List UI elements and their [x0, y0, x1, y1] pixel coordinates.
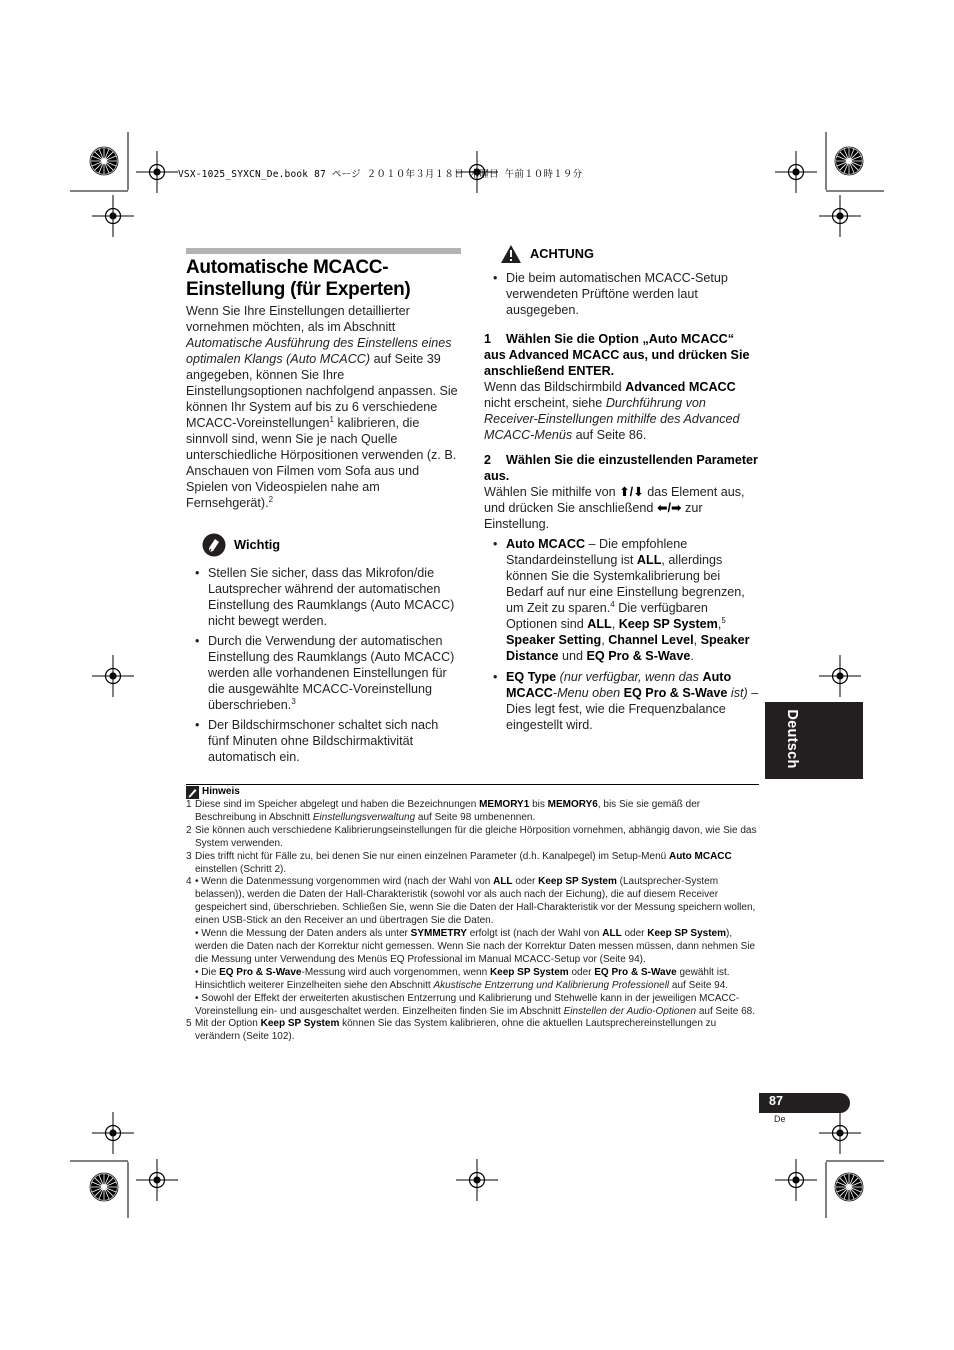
language-tab-label: Deutsch: [784, 709, 800, 769]
footnote-4: 4 • Wenn die Datenmessung vorgenommen wird (nach der Wahl von ALL oder Keep SP System (Lautsprecher-System belassen)), werden die Daten der Hall-Charakteristik (sowohl vor als auch nach der Eichung), die auf diesem Receiver gespeichert sind, überschrieben. Schließen Sie, wenn Sie die Daten der Hall-Charakteristik vor der Messung speichern wollen, einen USB-Stick an den Receiver an und übertragen Sie die Daten. • Wenn die Messung der Daten anders als unter SYMMETRY erfolgt ist (nach der Wahl von ALL oder Keep SP System), werden die Daten nach der Korrektur nicht gemessen. Wenn Sie nach der Korrektur Daten messen müssen, dann nehmen Sie die Messung unter Verwendung des Menüs EQ Professional im Manual MCACC-Setup vor (Seite 94). • Die EQ Pro & S-Wave-Messung wird auch vorgenommen, wenn Keep SP System oder EQ Pro & S-Wave gewählt ist. Hinsichtlich weiterer Einzelheiten siehe den Abschnitt Akustische Entzerrung und Kalibrierung Professionell auf Seite 94. • Sowohl der Effekt der erweiterten akustischen Entzerrung und Kalibrierung und Stehwelle kann in der jeweiligen MCACC-Voreinstellung ein- und ausgeschaltet werden. Einzelheiten finden Sie im Abschnitt Einstellen der Audio-Optionen auf Seite 68.: [186, 876, 758, 1018]
up-down-arrows-icon: ⬆/⬇: [619, 485, 644, 499]
hinweis-heading: Hinweis: [186, 786, 758, 799]
print-header: VSX-1025_SYXCN_De.book 87 ページ ２０１０年３月１８日 木曜日 午前１０時１９分: [178, 169, 583, 180]
footnote-1: 1 Diese sind im Speicher abgelegt und haben die Bezeichnungen MEMORY1 bis MEMORY6, bis Sie sie gemäß der Beschreibung in Abschnitt Einstellungsverwaltung auf Seite 98 umbenennen.: [186, 799, 701, 823]
list-item: • EQ Type (nur verfügbar, wenn das Auto MCACC-Menu oben EQ Pro & S-Wave ist) – Dies legt fest, wie die Frequenzbalance eingestellt wird.: [484, 669, 759, 733]
achtung-list: [484, 270, 759, 318]
section-title-line2: Einstellung (für Experten): [186, 279, 411, 300]
footnote-4a: • Wenn die Datenmessung vorgenommen wird (nach der Wahl von ALL oder Keep SP System (Lautsprecher-System belassen)), werden die Daten der Hall-Charakteristik (sowohl vor als auch nach der Eichung), die auf diesem Receiver gespeichert sind, überschrieben. Schließen Sie, wenn Sie die Daten der Hall-Charakteristik vor der Messung speichern wollen, einen USB-Stick an den Receiver an und übertragen Sie die Daten.: [195, 876, 756, 927]
left-column: [186, 303, 461, 769]
footnote-5: 5 Mit der Option Keep SP System können Sie das System kalibrieren, ohne die aktuellen Lautsprechereinstellungen zu verändern (Seite 102).: [186, 1018, 717, 1043]
section-title-line1: Automatische MCACC-: [186, 257, 389, 278]
list-item: • Auto MCACC – Die empfohlene Standardeinstellung ist ALL, allerdings können Sie die Systemkalibrierung bei Bedarf auf nur eine Einstellung begrenzen, um Zeit zu sparen.$^4$ Die verfügbaren Optionen sind ALL, Keep SP System,$^5$ Speaker Setting, Channel Level, Speaker Distance und EQ Pro & S-Wave.: [484, 536, 759, 664]
hinweis-pencil-icon: [186, 786, 199, 799]
wichtig-list: [186, 565, 461, 765]
step2-heading: 2 Wählen Sie die einzustellenden Parameter aus.: [484, 453, 758, 483]
wichtig-pen-icon: [202, 533, 226, 557]
step1-heading: 1 Wählen Sie die Option „Auto MCACC“ aus Advanced MCACC aus, und drücken Sie anschließend ENTER.: [484, 332, 750, 378]
section-title: [186, 257, 476, 301]
footnote-4b: • Wenn die Messung der Daten anders als unter SYMMETRY erfolgt ist (nach der Wahl von ALL oder Keep SP System), werden die Daten nach der Korrektur nicht gemessen. Wenn Sie nach der Korrektur Daten messen müssen, dann nehmen Sie die Messung unter Verwendung des Menüs EQ Professional im Manual MCACC-Setup vor (Seite 94).: [195, 928, 756, 965]
page-number: 87: [769, 1094, 783, 1108]
left-right-arrows-icon: ⬅/➡: [656, 501, 682, 515]
footnote-2: 2 Sie können auch verschiedene Kalibrierungseinstellungen für die gleiche Hörposition vornehmen, abhängig davon, wie Sie das System verwenden.: [186, 824, 757, 849]
warning-triangle-icon: [500, 244, 522, 264]
footnote-4c: • Die EQ Pro & S-Wave-Messung wird auch vorgenommen, wenn Keep SP System oder EQ Pro & S-Wave gewählt ist. Hinsichtlich weiterer Einzelheiten siehe den Abschnitt Akustische Entzerrung und Kalibrierung Professionell auf Seite 94.: [195, 966, 730, 991]
footnote-3: 3 Dies trifft nicht für Fälle zu, bei denen Sie nur einen einzelnen Parameter (d.h. Kanalpegel) im Setup-Menü Auto MCACC einstellen (Schritt 2).: [186, 850, 732, 875]
list-item: • Die beim automatischen MCACC-Setup verwendeten Prüftöne werden laut ausgegeben.: [484, 270, 759, 318]
page-language-code: De: [774, 1114, 786, 1124]
footnotes: [186, 786, 758, 1044]
list-item: • Stellen Sie sicher, dass das Mikrofon/die Lautsprecher während der automatischen Einstellung des Raumklangs (Auto MCACC) nicht bewegt werden.: [186, 565, 461, 629]
footnote-4d: • Sowohl der Effekt der erweiterten akustischen Entzerrung und Kalibrierung und Stehwelle kann in der jeweiligen MCACC-Voreinstellung ein- und ausgeschaltet werden. Einzelheiten finden Sie im Abschnitt Einstellen der Audio-Optionen auf Seite 68.: [195, 992, 756, 1017]
achtung-heading: ACHTUNG: [500, 244, 759, 264]
step2-text: Wählen Sie mithilfe von ⬆/⬇ das Element aus, und drücken Sie anschließend ⬅/➡ zur Einstellung.: [484, 485, 745, 531]
wichtig-heading: Wichtig: [202, 533, 461, 557]
step2-list: [484, 536, 759, 733]
right-column: [484, 244, 759, 737]
list-item: • Durch die Verwendung der automatischen Einstellung des Raumklangs (Auto MCACC) werden alle vorhandenen Einstellungen für die ausgewählte MCACC-Voreinstellung überschrieben.$^3$: [186, 633, 461, 713]
section-bar: [186, 248, 461, 254]
language-tab: [765, 702, 863, 779]
intro-paragraph: Wenn Sie Ihre Einstellungen detaillierter vornehmen möchten, als im Abschnitt Automatische Ausführung des Einstellens eines optimalen Klangs (Auto MCACC) auf Seite 39 angegeben, können Sie Ihre Einstellungsoptionen nachfolgend anpassen. Sie können Ihr System auf bis zu 6 verschiedene MCACC-Voreinstellungen$^1$ kalibrieren, die sinnvoll sind, wenn Sie je nach Quelle unterschiedliche Hörpositionen verwenden (z. B. Anschauen von Filmen vom Sofa aus und Spielen von Videospielen nahe am Fernsehgerät).$^2$: [186, 304, 458, 510]
list-item: • Der Bildschirmschoner schaltet sich nach fünf Minuten ohne Bildschirmaktivität automatisch ein.: [186, 717, 461, 765]
step1-text: Wenn das Bildschirmbild Advanced MCACC nicht erscheint, siehe Durchführung von Receiver-Einstellungen mithilfe des Advanced MCACC-Menüs auf Seite 86.: [484, 380, 740, 442]
